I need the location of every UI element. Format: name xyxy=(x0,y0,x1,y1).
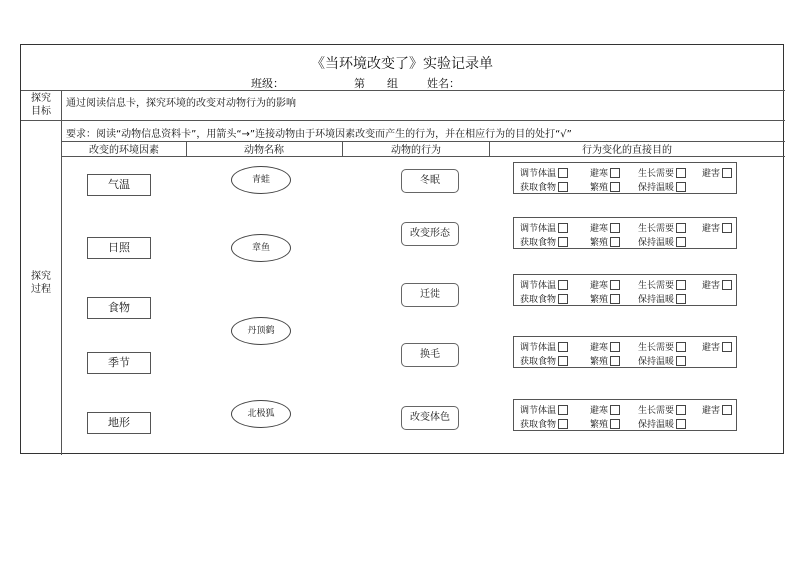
purpose-checkbox[interactable] xyxy=(610,280,620,290)
class-label: 班级： xyxy=(251,77,284,90)
column-header-behavior: 动物的行为 xyxy=(391,145,441,156)
purpose-option-label: 避害 xyxy=(702,406,721,416)
purpose-option-label: 获取食物 xyxy=(520,357,557,367)
process-label: 探究 过程 xyxy=(31,271,51,295)
purpose-option-label: 生长需要 xyxy=(638,224,675,234)
purpose-checkbox[interactable] xyxy=(676,182,686,192)
purpose-option-label: 避害 xyxy=(702,224,721,234)
class-field xyxy=(251,75,342,91)
purpose-option-label: 获取食物 xyxy=(520,183,557,193)
purpose-option xyxy=(520,292,568,305)
purpose-option-label: 获取食物 xyxy=(520,420,557,430)
purpose-option-label: 繁殖 xyxy=(590,420,609,430)
purpose-checkbox[interactable] xyxy=(558,280,568,290)
purpose-checkbox[interactable] xyxy=(610,419,620,429)
purpose-option xyxy=(638,417,686,430)
purpose-option-label: 避害 xyxy=(702,281,721,291)
purpose-option xyxy=(702,278,732,291)
env-factor-box[interactable]: 季节 xyxy=(87,352,151,374)
purpose-box xyxy=(513,217,737,249)
purpose-checkbox[interactable] xyxy=(676,280,686,290)
purpose-option-label: 避寒 xyxy=(590,224,609,234)
purpose-option xyxy=(590,235,620,248)
animal-oval[interactable]: 北极狐 xyxy=(231,400,291,428)
purpose-checkbox[interactable] xyxy=(610,294,620,304)
purpose-option xyxy=(590,180,620,193)
env-factor-box[interactable]: 地形 xyxy=(87,412,151,434)
purpose-option-label: 繁殖 xyxy=(590,238,609,248)
purpose-box xyxy=(513,274,737,306)
group-suffix: 组 xyxy=(387,77,398,90)
purpose-option xyxy=(638,166,686,179)
purpose-option xyxy=(520,278,568,291)
purpose-option xyxy=(638,180,686,193)
purpose-option xyxy=(520,180,568,193)
column-header-env: 改变的环境因素 xyxy=(89,145,159,156)
purpose-checkbox[interactable] xyxy=(676,405,686,415)
purpose-checkbox[interactable] xyxy=(676,168,686,178)
env-factor-box[interactable]: 日照 xyxy=(87,237,151,259)
purpose-option xyxy=(520,417,568,430)
animal-oval[interactable]: 丹顶鹤 xyxy=(231,317,291,345)
purpose-checkbox[interactable] xyxy=(676,294,686,304)
purpose-option-label: 获取食物 xyxy=(520,295,557,305)
purpose-option xyxy=(590,221,620,234)
column-header-animal: 动物名称 xyxy=(244,145,284,156)
purpose-option xyxy=(520,235,568,248)
purpose-option xyxy=(702,221,732,234)
purpose-option xyxy=(520,354,568,367)
group-field xyxy=(354,75,398,91)
purpose-checkbox[interactable] xyxy=(610,356,620,366)
purpose-option xyxy=(638,278,686,291)
purpose-checkbox[interactable] xyxy=(722,168,732,178)
purpose-option xyxy=(702,403,732,416)
purpose-checkbox[interactable] xyxy=(610,237,620,247)
divider xyxy=(342,141,343,156)
divider xyxy=(186,141,187,156)
purpose-option xyxy=(520,166,568,179)
purpose-option xyxy=(590,354,620,367)
purpose-option-label: 避寒 xyxy=(590,406,609,416)
purpose-option xyxy=(520,221,568,234)
purpose-option xyxy=(638,235,686,248)
env-factor-box[interactable]: 气温 xyxy=(87,174,151,196)
behavior-box[interactable]: 改变形态 xyxy=(401,222,459,246)
purpose-checkbox[interactable] xyxy=(558,356,568,366)
purpose-option xyxy=(638,340,686,353)
goal-label: 探究 目标 xyxy=(31,93,51,117)
name-field xyxy=(427,75,516,91)
purpose-option-label: 避害 xyxy=(702,169,721,179)
purpose-checkbox[interactable] xyxy=(610,405,620,415)
purpose-checkbox[interactable] xyxy=(610,342,620,352)
purpose-checkbox[interactable] xyxy=(676,237,686,247)
purpose-checkbox[interactable] xyxy=(558,405,568,415)
purpose-checkbox[interactable] xyxy=(558,294,568,304)
purpose-option xyxy=(638,354,686,367)
purpose-option-label: 获取食物 xyxy=(520,238,557,248)
purpose-option-label: 保持温暖 xyxy=(638,238,675,248)
purpose-option xyxy=(590,417,620,430)
purpose-checkbox[interactable] xyxy=(558,182,568,192)
divider xyxy=(61,156,785,157)
purpose-checkbox[interactable] xyxy=(558,237,568,247)
purpose-checkbox[interactable] xyxy=(558,223,568,233)
purpose-checkbox[interactable] xyxy=(676,419,686,429)
purpose-checkbox[interactable] xyxy=(610,182,620,192)
purpose-option-label: 保持温暖 xyxy=(638,357,675,367)
requirement-text: 要求：阅读“动物信息资料卡”，用箭头“→”连接动物由于环境因素改变而产生的行为，并在相应行为的目的处打“√” xyxy=(66,129,572,140)
purpose-option xyxy=(590,292,620,305)
behavior-box[interactable]: 冬眠 xyxy=(401,169,459,193)
record-sheet xyxy=(20,44,784,454)
purpose-checkbox[interactable] xyxy=(558,168,568,178)
purpose-option-label: 调节体温 xyxy=(520,343,557,353)
name-label: 姓名： xyxy=(427,77,460,90)
purpose-option-label: 繁殖 xyxy=(590,183,609,193)
purpose-checkbox[interactable] xyxy=(558,419,568,429)
purpose-checkbox[interactable] xyxy=(676,356,686,366)
divider xyxy=(21,90,785,91)
purpose-option-label: 调节体温 xyxy=(520,169,557,179)
behavior-box[interactable]: 换毛 xyxy=(401,343,459,367)
purpose-box xyxy=(513,162,737,194)
behavior-box[interactable]: 改变体色 xyxy=(401,406,459,430)
purpose-box xyxy=(513,336,737,368)
purpose-option xyxy=(638,403,686,416)
env-factor-box[interactable]: 食物 xyxy=(87,297,151,319)
column-header-purpose: 行为变化的直接目的 xyxy=(582,145,672,156)
purpose-option-label: 避寒 xyxy=(590,169,609,179)
purpose-option xyxy=(638,221,686,234)
purpose-option-label: 保持温暖 xyxy=(638,420,675,430)
behavior-box[interactable]: 迁徙 xyxy=(401,283,459,307)
purpose-option-label: 生长需要 xyxy=(638,281,675,291)
purpose-option-label: 生长需要 xyxy=(638,343,675,353)
purpose-option xyxy=(590,278,620,291)
purpose-option-label: 调节体温 xyxy=(520,224,557,234)
purpose-option-label: 繁殖 xyxy=(590,295,609,305)
divider xyxy=(489,141,490,156)
purpose-checkbox[interactable] xyxy=(676,342,686,352)
purpose-option xyxy=(520,403,568,416)
purpose-option xyxy=(702,340,732,353)
group-prefix: 第 xyxy=(354,77,365,90)
purpose-option-label: 繁殖 xyxy=(590,357,609,367)
purpose-checkbox[interactable] xyxy=(722,342,732,352)
purpose-checkbox[interactable] xyxy=(610,168,620,178)
purpose-option xyxy=(590,403,620,416)
purpose-option xyxy=(520,340,568,353)
purpose-option-label: 避寒 xyxy=(590,281,609,291)
purpose-box xyxy=(513,399,737,431)
divider xyxy=(61,90,62,455)
purpose-option-label: 生长需要 xyxy=(638,169,675,179)
purpose-option-label: 调节体温 xyxy=(520,281,557,291)
animal-oval[interactable]: 青蛙 xyxy=(231,166,291,194)
page-title: 《当环境改变了》实验记录单 xyxy=(311,56,493,72)
purpose-checkbox[interactable] xyxy=(722,223,732,233)
divider xyxy=(21,120,785,121)
goal-text: 通过阅读信息卡，探究环境的改变对动物行为的影响 xyxy=(66,98,296,109)
purpose-checkbox[interactable] xyxy=(722,405,732,415)
purpose-checkbox[interactable] xyxy=(558,342,568,352)
purpose-option-label: 调节体温 xyxy=(520,406,557,416)
purpose-option-label: 保持温暖 xyxy=(638,295,675,305)
purpose-checkbox[interactable] xyxy=(610,223,620,233)
animal-oval[interactable]: 章鱼 xyxy=(231,234,291,262)
purpose-option-label: 避寒 xyxy=(590,343,609,353)
purpose-option xyxy=(702,166,732,179)
purpose-option xyxy=(590,166,620,179)
purpose-option-label: 保持温暖 xyxy=(638,183,675,193)
purpose-option xyxy=(590,340,620,353)
purpose-option xyxy=(638,292,686,305)
purpose-option-label: 避害 xyxy=(702,343,721,353)
purpose-checkbox[interactable] xyxy=(676,223,686,233)
purpose-option-label: 生长需要 xyxy=(638,406,675,416)
purpose-checkbox[interactable] xyxy=(722,280,732,290)
